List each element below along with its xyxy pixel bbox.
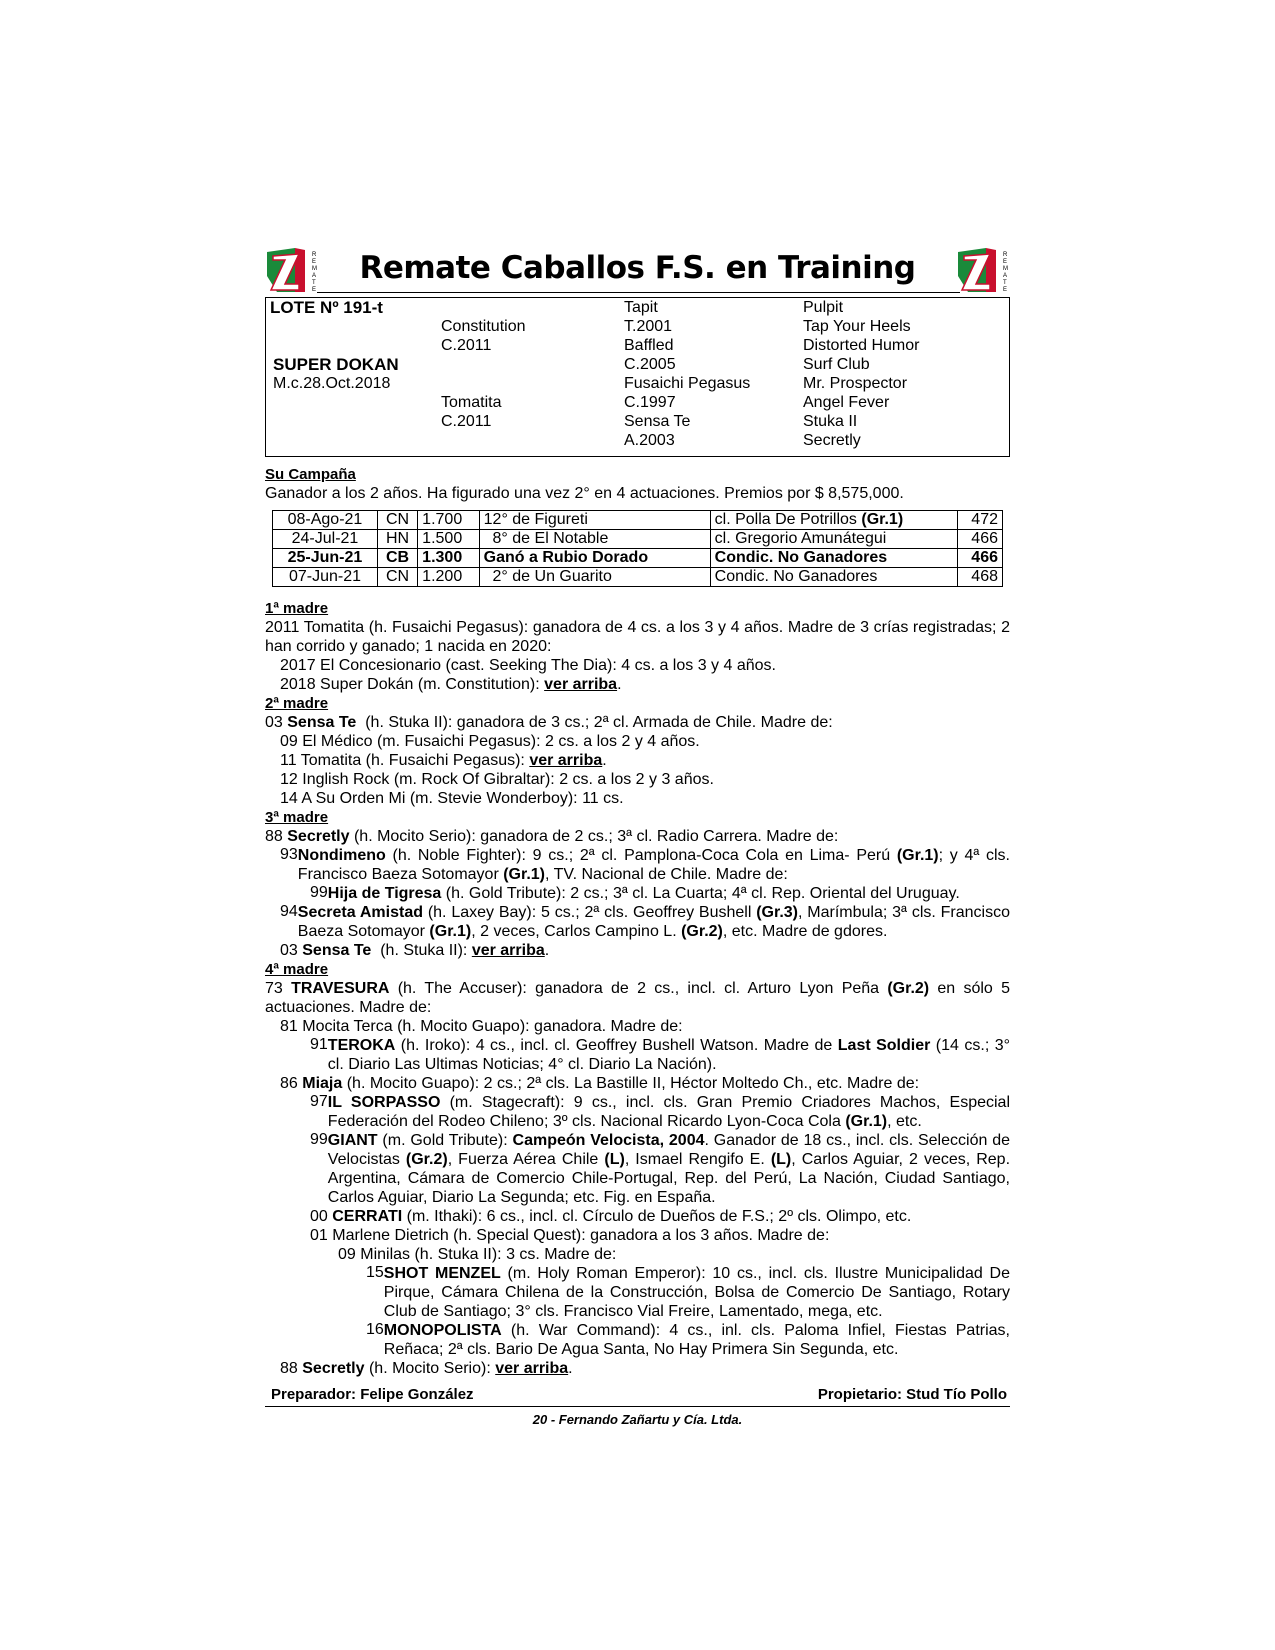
race-track: HN [377,530,417,549]
race-result: 12° de Figureti [479,511,710,530]
race-weight: 472 [958,511,1003,530]
year: 99 [310,884,328,901]
grade: (Gr.2) [405,1151,448,1168]
year: 91 [310,1036,328,1053]
race-name: Condic. No Ganadores [710,549,958,568]
championship: Campeón Velocista, 2004 [512,1132,705,1149]
year: 93 [280,846,298,863]
race-date: 24-Jul-21 [273,530,378,549]
dam-year: C.2011 [441,413,492,430]
produce-detail: , 2 veces, Carlos Campino L. [471,923,682,940]
produce-text [328,1036,1010,1074]
race-weight: 468 [958,568,1003,587]
madre4-grand-produce [265,1036,1010,1074]
madre4-grand-produce [265,1207,1010,1226]
produce-text: 2018 Super Dokán (m. Constitution): [280,676,545,693]
race-row [273,530,1003,549]
produce-detail: (m. Ithaki): 6 cs., incl. cl. Círculo de Dueños de F.S.; 2º cls. Olimpo, etc. [402,1208,912,1225]
dam-text: (h. Stuka II): ganadora de 3 cs.; 2ª cl. Armada de Chile. Madre de: [356,714,833,731]
grandsire-2: Fusaichi Pegasus [624,375,751,392]
madre3-produce [265,846,1010,884]
grade: (Gr.2) [887,980,930,997]
horse-name: SUPER DOKAN [273,355,399,374]
svg-text:E: E [1003,259,1008,265]
race-row [273,568,1003,587]
grade: (Gr.3) [756,904,799,921]
race-weight: 466 [958,530,1003,549]
produce-detail: , etc. [887,1113,922,1130]
year: 99 [310,1131,328,1148]
produce-name: MONOPOLISTA [383,1322,502,1339]
page-footer [265,1386,1010,1407]
page-title: Remate Caballos F.S. en Training [359,250,916,286]
gg-4: Surf Club [803,356,870,373]
produce-text: 11 Tomatita (h. Fusaichi Pegasus): [280,752,530,769]
grade: (L) [604,1151,625,1168]
section-title-campana: Su Campaña [265,466,356,483]
grade: (Gr.1) [845,1113,888,1130]
sire-year: C.2011 [441,337,492,354]
produce-detail: . Ganador de 18 cs., incl. cls. Selección de Velocistas [327,1132,1010,1168]
year: 03 [280,942,303,959]
dam-text: en sólo 5 actuaciones. Madre de: [265,980,1010,1016]
madre2-line: 12 Inglish Rock (m. Rock Of Gibraltar): 2 cs. a los 2 y 3 años. [280,771,714,788]
year: 16 [366,1321,384,1338]
madre2-line: 14 A Su Orden Mi (m. Stevie Wonderboy): 11 cs. [280,790,624,807]
produce-detail: , TV. Nacional de Chile. Madre de: [545,866,788,883]
lote-number: LOTE Nº 191-t [270,298,383,317]
granddam-2: Sensa Te [624,413,691,430]
remates-logo-right [956,246,1010,294]
produce-text [328,1131,1010,1207]
gg-1: Pulpit [803,299,844,316]
produce-detail: (h. Laxey Bay): 5 cs.; 2ª cls. Geoffrey Bushell [422,904,757,921]
period: . [544,942,550,959]
race-record-table [272,510,1003,587]
madre4-produce: 81 Mocita Terca (h. Mocito Guapo): ganadora. Madre de: [280,1018,683,1035]
ver-arriba-ref: ver arriba [544,676,618,693]
race-row [273,511,1003,530]
grandsire-1-year: T.2001 [624,318,673,335]
year: 86 [280,1075,303,1092]
race-distance: 1.300 [418,549,479,568]
produce-name: SHOT MENZEL [383,1265,501,1282]
horse-info: M.c.28.Oct.2018 [273,375,391,392]
produce-name: Last Soldier [837,1037,931,1054]
produce-text [384,1264,1010,1321]
year: 97 [310,1093,328,1110]
madre2-line: 09 El Médico (m. Fusaichi Pegasus): 2 cs. a los 2 y 4 años. [280,733,700,750]
produce-detail: , etc. Madre de gdores. [722,923,888,940]
produce-name: Secretly [302,1360,365,1377]
produce-detail: (m. Stagecraft): 9 cs., incl. cls. Gran Premio Criadores Machos, Especial Federación del Rodeo Chileno; 3º cls. Nacional Ricardo Lyon-Coca Cola [327,1094,1011,1130]
year: 94 [280,903,298,920]
gg-7: Stuka II [803,413,858,430]
ver-arriba-ref: ver arriba [529,752,603,769]
trainer: Preparador: Felipe González [271,1386,474,1403]
svg-text:R: R [1003,252,1008,258]
dam-name: TRAVESURA [291,980,390,997]
title-rule [317,292,960,293]
grade: (Gr.2) [681,923,723,940]
race-distance: 1.200 [418,568,479,587]
year: 88 [265,828,288,845]
madre3-grand-produce [265,884,1010,903]
race-track: CN [377,511,417,530]
grandsire-2-year: C.1997 [624,394,676,411]
produce-detail: (h. Gold Tribute): 2 cs.; 3ª cl. La Cuarta; 4ª cl. Rep. Oriental del Uruguay. [441,885,960,902]
gg-8: Secretly [803,432,861,449]
campana-section [265,465,1010,587]
race-date: 07-Jun-21 [273,568,378,587]
period: . [617,676,622,693]
produce-text [328,1093,1010,1131]
year: 88 [280,1360,303,1377]
produce-detail: (h. War Command): 4 cs., inl. cls. Paloma Infiel, Fiestas Patrias, Reñaca; 2ª cls. Bario De Agua Santa, No Hay Primera Sin Segunda, etc. [383,1322,1010,1358]
race-distance: 1.700 [418,511,479,530]
owner: Propietario: Stud Tío Pollo [817,1386,1007,1403]
svg-text:M: M [312,266,317,272]
grade: (Gr.1) [503,866,546,883]
gg-2: Tap Your Heels [803,318,911,335]
produce-detail: (h. Iroko): 4 cs., incl. cl. Geoffrey Bushell Watson. Madre de [395,1037,838,1054]
dam-name: Secretly [287,828,350,845]
page-header [265,240,1010,295]
race-name: cl. Gregorio Amunátegui [710,530,958,549]
madre4-great-produce: 09 Minilas (h. Stuka II): 3 cs. Madre de: [338,1246,617,1263]
produce-name: Nondimeno [297,847,386,864]
sire-name: Constitution [441,318,526,335]
madre4-produce [265,1359,1010,1378]
dam-name: Sensa Te [287,714,357,731]
grade: (Gr.1) [896,847,939,864]
produce-name: IL SORPASSO [327,1094,441,1111]
produce-name: TEROKA [327,1037,396,1054]
race-date: 08-Ago-21 [273,511,378,530]
madre4-intro [265,979,1010,1017]
produce-detail: (h. Mocito Serio): [364,1360,496,1377]
campana-summary: Ganador a los 2 años. Ha figurado una vez 2° en 4 actuaciones. Premios por $ 8,575,000. [265,485,904,502]
year: 73 [265,980,292,997]
gg-5: Mr. Prospector [803,375,908,392]
dam-text: (h. The Accuser): ganadora de 2 cs., incl. cl. Arturo Lyon Peña [389,980,888,997]
produce-detail: (m. Gold Tribute): [377,1132,513,1149]
race-name: Condic. No Ganadores [710,568,958,587]
race-distance: 1.500 [418,530,479,549]
section-title-madre1: 1ª madre [265,600,329,617]
granddam-1-year: C.2005 [624,356,676,373]
svg-text:R: R [312,252,317,258]
madre4-great-grand-produce [265,1321,1010,1359]
race-result: 8° de El Notable [479,530,710,549]
produce-detail: (h. Stuka II): [371,942,472,959]
madre4-produce [265,1074,1010,1093]
produce-name: Miaja [302,1075,343,1092]
ver-arriba-ref: ver arriba [471,942,545,959]
dam-line-section [265,599,1010,1378]
grade: (L) [770,1151,792,1168]
catalog-page [265,240,1010,1427]
dam-name: Tomatita [441,394,502,411]
race-name [710,511,958,530]
race-row [273,549,1003,568]
svg-text:A: A [312,273,317,279]
dam-text: (h. Mocito Serio): ganadora de 2 cs.; 3ª cl. Radio Carrera. Madre de: [349,828,839,845]
gg-3: Distorted Humor [803,337,920,354]
madre1-line [265,675,1010,694]
madre4-grand-produce [265,1131,1010,1207]
pedigree-box [265,297,1010,457]
produce-name: Sensa Te [302,942,372,959]
race-date: 25-Jun-21 [273,549,378,568]
svg-text:E: E [1003,287,1008,293]
svg-text:T: T [1003,280,1007,286]
madre4-great-grand-produce [265,1264,1010,1321]
year: 03 [265,714,288,731]
produce-detail: (h. Mocito Guapo): 2 cs.; 2ª cls. La Bastille II, Héctor Moltedo Ch., etc. Madre de: [342,1075,920,1092]
produce-detail: (h. Noble Fighter): 9 cs.; 2ª cl. Pamplona-Coca Cola en Lima- Perú [385,847,897,864]
produce-detail: ; y 4ª cls. Francisco Baeza Sotomayor [297,847,1010,883]
produce-detail: , Carlos Aguiar, 2 veces, Rep. Argentina, Cámara de Comercio Chile-Portugal, Rep. del Perú, La Nación, Ciudad Santiago, Carlos Aguiar, Diario La Segunda; etc. Fig. en España. [327,1151,1011,1206]
svg-text:T: T [312,280,316,286]
granddam-1: Baffled [624,337,674,354]
race-result: 2° de Un Guarito [479,568,710,587]
madre4-grand-produce [265,1093,1010,1131]
madre4-grand-produce: 01 Marlene Dietrich (h. Special Quest): ganadora a los 3 años. Madre de: [310,1227,830,1244]
section-title-madre2: 2ª madre [265,695,329,712]
produce-text [384,1321,1010,1359]
madre1-intro: 2011 Tomatita (h. Fusaichi Pegasus): ganadora de 4 cs. a los 3 y 4 años. Madre de 3 crías registradas; 2 han corrido y ganado; 1 nacida en 2020: [265,619,1010,655]
produce-text [298,903,1010,941]
grade: (Gr.1) [429,923,472,940]
svg-text:E: E [312,287,317,293]
year: 15 [366,1264,384,1281]
madre3-produce [265,903,1010,941]
svg-text:E: E [312,259,317,265]
svg-text:A: A [1003,273,1008,279]
produce-name: CERRATI [332,1208,403,1225]
year: 00 [310,1208,333,1225]
section-title-madre3: 3ª madre [265,809,329,826]
race-track: CN [377,568,417,587]
race-track: CB [377,549,417,568]
produce-detail: , Ismael Rengifo E. [624,1151,771,1168]
granddam-2-year: A.2003 [624,432,675,449]
section-title-madre4: 4ª madre [265,961,329,978]
ver-arriba-ref: ver arriba [495,1360,569,1377]
madre2-line [265,751,1010,770]
madre3-produce [265,941,1010,960]
produce-name: Secreta Amistad [297,904,423,921]
produce-name: Hija de Tigresa [327,885,442,902]
race-grade: (Gr.1) [861,511,904,528]
produce-detail: (m. Holy Roman Emperor): 10 cs., incl. cls. Ilustre Municipalidad De Pirque, Cámara Chilena de la Construcción, Bolsa de Comercio De Santiago, Rotary Club de Santiago; 3° cls. Francisco Vial Freire, Lamentado, mega, etc. [383,1265,1010,1320]
svg-text:M: M [1003,266,1008,272]
race-result: Ganó a Rubio Dorado [479,549,710,568]
page-number: 20 - Fernando Zañartu y Cía. Ltda. [532,1412,743,1427]
produce-detail: , Fuerza Aérea Chile [447,1151,605,1168]
period: . [602,752,607,769]
race-weight: 466 [958,549,1003,568]
grandsire-1: Tapit [624,299,658,316]
period: . [568,1360,573,1377]
madre1-line: 2017 El Concesionario (cast. Seeking The Dia): 4 cs. a los 3 y 4 años. [280,657,776,674]
gg-6: Angel Fever [803,394,890,411]
madre2-intro [265,713,1010,732]
produce-text [328,884,1010,903]
produce-detail: , Marímbula; 3ª cls. Francisco Baeza Sotomayor [297,904,1010,940]
race-name-text: cl. Polla De Potrillos [714,511,862,528]
produce-name: GIANT [327,1132,378,1149]
produce-text [298,846,1010,884]
madre3-intro [265,827,1010,846]
produce-detail: (14 cs.; 3° cl. Diario Las Ultimas Noticias; 4° cl. Diario La Nación). [327,1037,1011,1073]
